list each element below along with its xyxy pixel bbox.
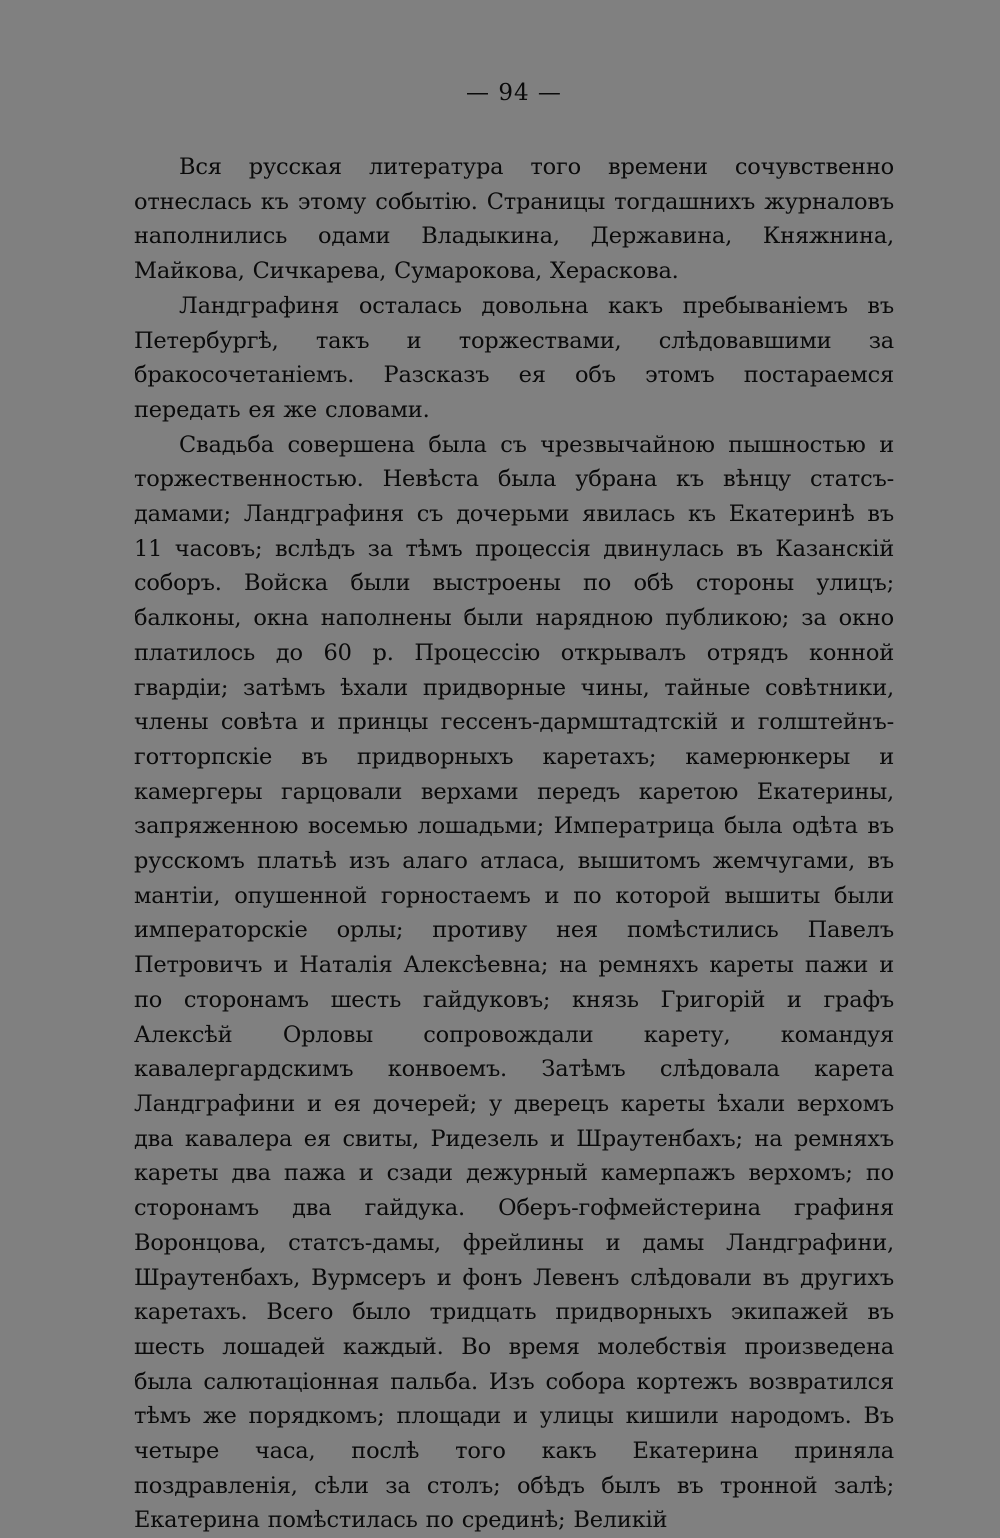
paragraph-3: Свадьба совершена была съ чрезвычайною пышностью и торжественностью. Невѣста была убрана къ вѣнцу статсъ-дамами; Ландграфиня съ дочерьми явилась къ Екатеринѣ въ 11 часовъ; вслѣдъ за тѣмъ процессія двинулась въ Казанскій соборъ. Войска были выстроены по обѣ стороны улицъ; балконы, окна наполнены были нарядною публикою; за окно платилось до 60 р. Процессію открывалъ отрядъ конной гвардіи; затѣмъ ѣхали придворные чины, тайные совѣтники, члены совѣта и принцы гессенъ-дармштадтскій и голштейнъ-готторпскіе въ придворныхъ каретахъ; камерюнкеры и камергеры гарцовали верхами передъ каретою Екатерины, запряженною восемью лошадьми; Императрица была одѣта въ русскомъ платьѣ изъ алаго атласа, вышитомъ жемчугами, въ мантіи, опушенной горностаемъ и по которой вышиты были императорскіе орлы; противу нея помѣстились Павелъ Петровичъ и Наталія Алексѣевна; на ремняхъ кареты пажи и по сторонамъ шесть гайдуковъ; князь Григорій и графъ Алексѣй Орловы сопровождали карету, командуя кавалергардскимъ конвоемъ. Затѣмъ слѣдовала карета Ландграфини и ея дочерей; у дверецъ кареты ѣхали верхомъ два кавалера ея свиты, Ридезель и Шраутенбахъ; на ремняхъ кареты два пажа и сзади дежурный камерпажъ верхомъ; по сторонамъ два гайдука. Оберъ-гофмейстерина графиня Воронцова, статсъ-дамы, фрейлины и дамы Ландграфини, Шраутенбахъ, Вурмсеръ и фонъ Левенъ слѣдовали въ другихъ каретахъ. Всего было тридцать придворныхъ экипажей въ шесть лошадей каждый. Во время молебствія произведена была салютаціонная пальба. Изъ собора кортежъ возвратился тѣмъ же порядкомъ; площади и улицы кишили народомъ. Въ четыре часа, послѣ того какъ Екатерина приняла поздравленія, сѣли за столъ; обѣдъ былъ въ тронной залѣ; Екатерина помѣстилась по срединѣ; Великій (134, 431, 894, 1534)
paragraph-1: Вся русская литература того времени сочувственно отнеслась къ этому событію. Страницы тогдашнихъ журналовъ наполнились одами Владыкина, Державина, Княжнина, Майкова, Сичкарева, Сумарокова, Хераскова. (134, 154, 894, 285)
paragraph-2: Ландграфиня осталась довольна какъ пребываніемъ въ Петербургѣ, такъ и торжествами, слѣдовавшими за бракосочетаніемъ. Разсказъ ея объ этомъ постараемся передать ея же словами. (134, 292, 894, 423)
page-number: — 94 — (466, 80, 562, 106)
book-page (134, 78, 894, 1538)
